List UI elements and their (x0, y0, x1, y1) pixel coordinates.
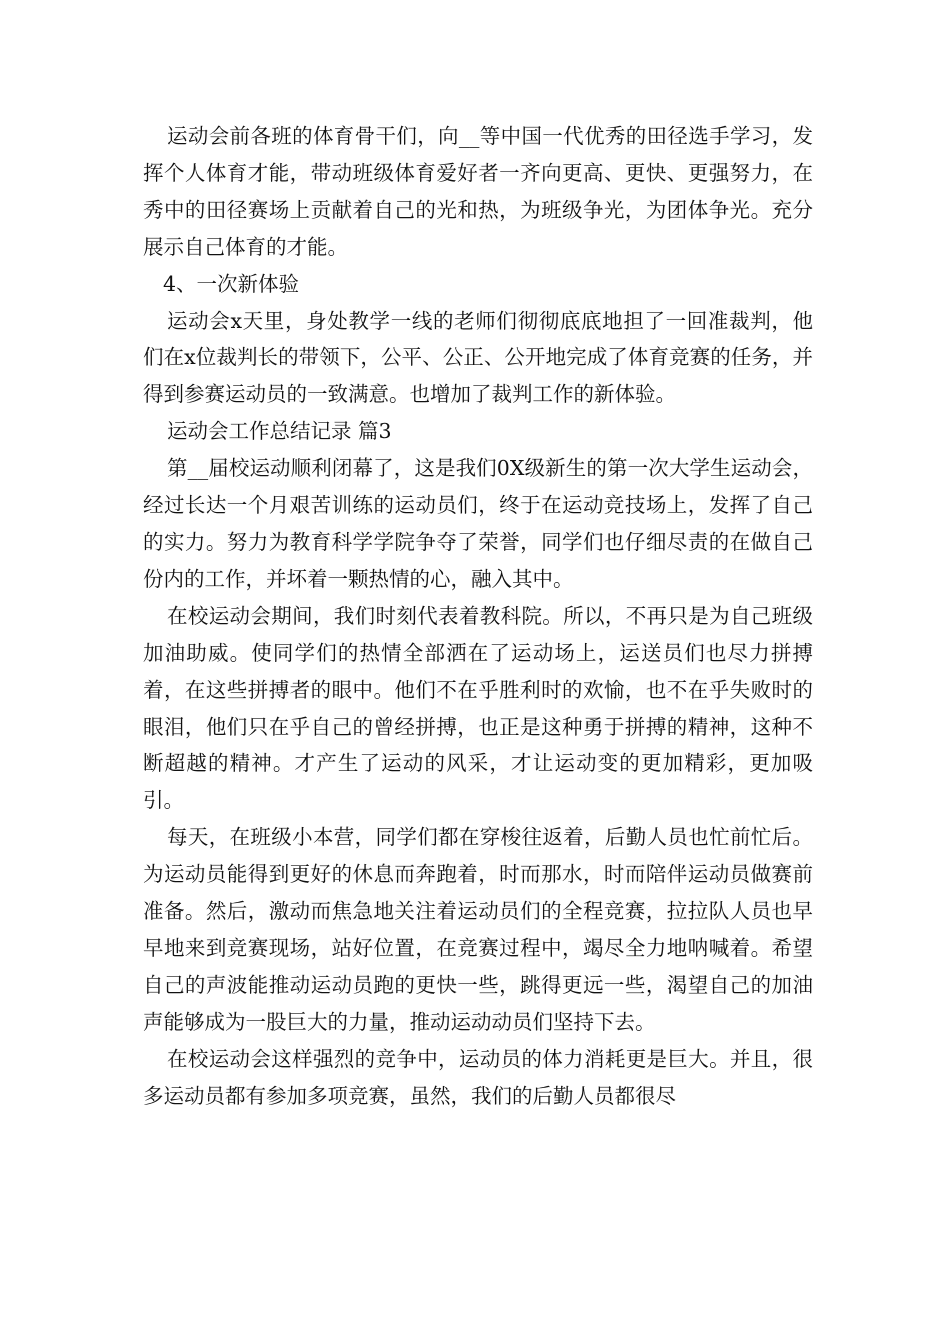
paragraph-referees: 运动会x天里，身处教学一线的老师们彻彻底底地担了一回准裁判，他们在x位裁判长的带领下，公平、公正、公开地完成了体育竞赛的任务，并得到参赛运动员的一致满意。也增加了裁判工作的新体验。 (143, 308, 813, 407)
section-heading-summary-3: 运动会工作总结记录 篇3 (167, 419, 392, 444)
paragraph-daily-camp: 每天，在班级小本营，同学们都在穿梭往返着，后勤人员也忙前忙后。为运动员能得到更好的休息而奔跑着，时而那水，时而陪伴运动员做赛前准备。然后，激动而焦急地关注着运动员们的全程竞赛，拉拉队人员也早早地来到竞赛现场，站好位置，在竞赛过程中，竭尽全力地呐喊着。希望自己的声波能推动运动员跑的更快一些，跳得更远一些，渴望自己的加油声能够成为一股巨大的力量，推动运动动员们坚持下去。 (143, 825, 813, 1034)
paragraph-representing-college: 在校运动会期间，我们时刻代表着教科院。所以，不再只是为自己班级加油助威。使同学们的热情全部洒在了运动场上，运送员们也尽力拼搏着，在这些拼搏者的眼中。他们不在乎胜利时的欢愉，也不在乎失败时的眼泪，他们只在乎自己的曾经拼搏，也正是这种勇于拼搏的精神，这种不断超越的精神。才产生了运动的风采，才让运动变的更加精彩，更加吸引。 (143, 603, 813, 813)
paragraph-athletes: 运动会前各班的体育骨干们，向__等中国一代优秀的田径选手学习，发挥个人体育才能，带动班级体育爱好者一齐向更高、更快、更强努力，在秀中的田径赛场上贡献着自己的光和热，为班级争光，为团体争光。充分展示自己体育的才能。 (143, 124, 813, 259)
document-body (143, 118, 813, 1114)
paragraph-competition: 在校运动会这样强烈的竞争中，运动员的体力消耗更是巨大。并且，很多运动员都有参加多项竞赛，虽然，我们的后勤人员都很尽 (143, 1046, 813, 1108)
section-heading-new-experience: 4、一次新体验 (163, 271, 300, 296)
paragraph-games-closing: 第__届校运动顺利闭幕了，这是我们0X级新生的第一次大学生运动会，经过长达一个月艰苦训练的运动员们，终于在运动竞技场上，发挥了自己的实力。努力为教育科学学院争夺了荣誉，同学们也仔细尽责的在做自己份内的工作，并坏着一颗热情的心，融入其中。 (143, 456, 813, 591)
